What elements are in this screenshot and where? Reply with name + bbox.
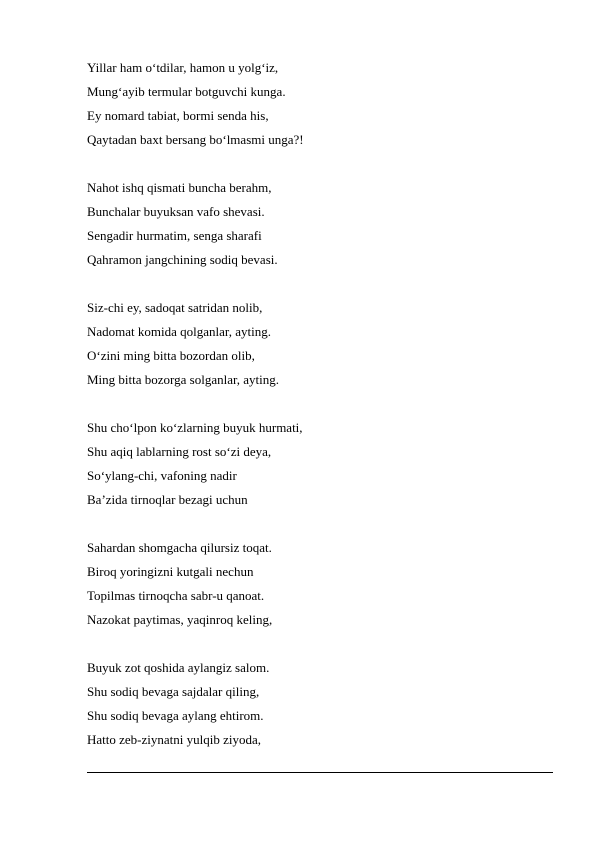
stanza-4 bbox=[87, 416, 557, 512]
poem-line: Ba’zida tirnoqlar bezagi uchun bbox=[87, 492, 248, 507]
poem-line: Hatto zeb-ziynatni yulqib ziyoda, bbox=[87, 732, 262, 747]
poem-line: Biroq yoringizni kutgali nechun bbox=[87, 564, 254, 579]
footnote-separator-rule bbox=[87, 772, 553, 773]
stanza-3 bbox=[87, 296, 557, 392]
poem-line: Sahardan shomgacha qilursiz toqat. bbox=[87, 540, 272, 555]
stanza-2 bbox=[87, 176, 557, 272]
stanza-6 bbox=[87, 656, 557, 752]
poem-line: Qahramon jangchining sodiq bevasi. bbox=[87, 252, 278, 267]
poem-line: Shu aqiq lablarning rost so‘zi deya, bbox=[87, 444, 272, 459]
poem-line: Ey nomard tabiat, bormi senda his, bbox=[87, 108, 269, 123]
poem-line: Shu cho‘lpon ko‘zlarning buyuk hurmati, bbox=[87, 420, 303, 435]
poem-line: Mung‘ayib termular botguvchi kunga. bbox=[87, 84, 286, 99]
poem-line: Yillar ham o‘tdilar, hamon u yolg‘iz, bbox=[87, 60, 279, 75]
poem-line: Nahot ishq qismati buncha berahm, bbox=[87, 180, 272, 195]
poem-body bbox=[87, 56, 557, 776]
poem-line: Siz-chi ey, sadoqat satridan nolib, bbox=[87, 300, 263, 315]
poem-line: Bunchalar buyuksan vafo shevasi. bbox=[87, 204, 265, 219]
stanza-5 bbox=[87, 536, 557, 632]
poem-line: Topilmas tirnoqcha sabr-u qanoat. bbox=[87, 588, 265, 603]
poem-line: Sengadir hurmatim, senga sharafi bbox=[87, 228, 262, 243]
poem-line: O‘zini ming bitta bozordan olib, bbox=[87, 348, 255, 363]
poem-line: Shu sodiq bevaga aylang ehtirom. bbox=[87, 708, 264, 723]
poem-line: Nadomat komida qolganlar, ayting. bbox=[87, 324, 271, 339]
poem-line: Buyuk zot qoshida aylangiz salom. bbox=[87, 660, 270, 675]
poem-line: Shu sodiq bevaga sajdalar qiling, bbox=[87, 684, 260, 699]
poem-line: So‘ylang-chi, vafoning nadir bbox=[87, 468, 237, 483]
poem-line: Qaytadan baxt bersang bo‘lmasmi unga?! bbox=[87, 132, 304, 147]
poem-line: Nazokat paytimas, yaqinroq keling, bbox=[87, 612, 273, 627]
stanza-1 bbox=[87, 56, 557, 152]
poem-line: Ming bitta bozorga solganlar, ayting. bbox=[87, 372, 280, 387]
